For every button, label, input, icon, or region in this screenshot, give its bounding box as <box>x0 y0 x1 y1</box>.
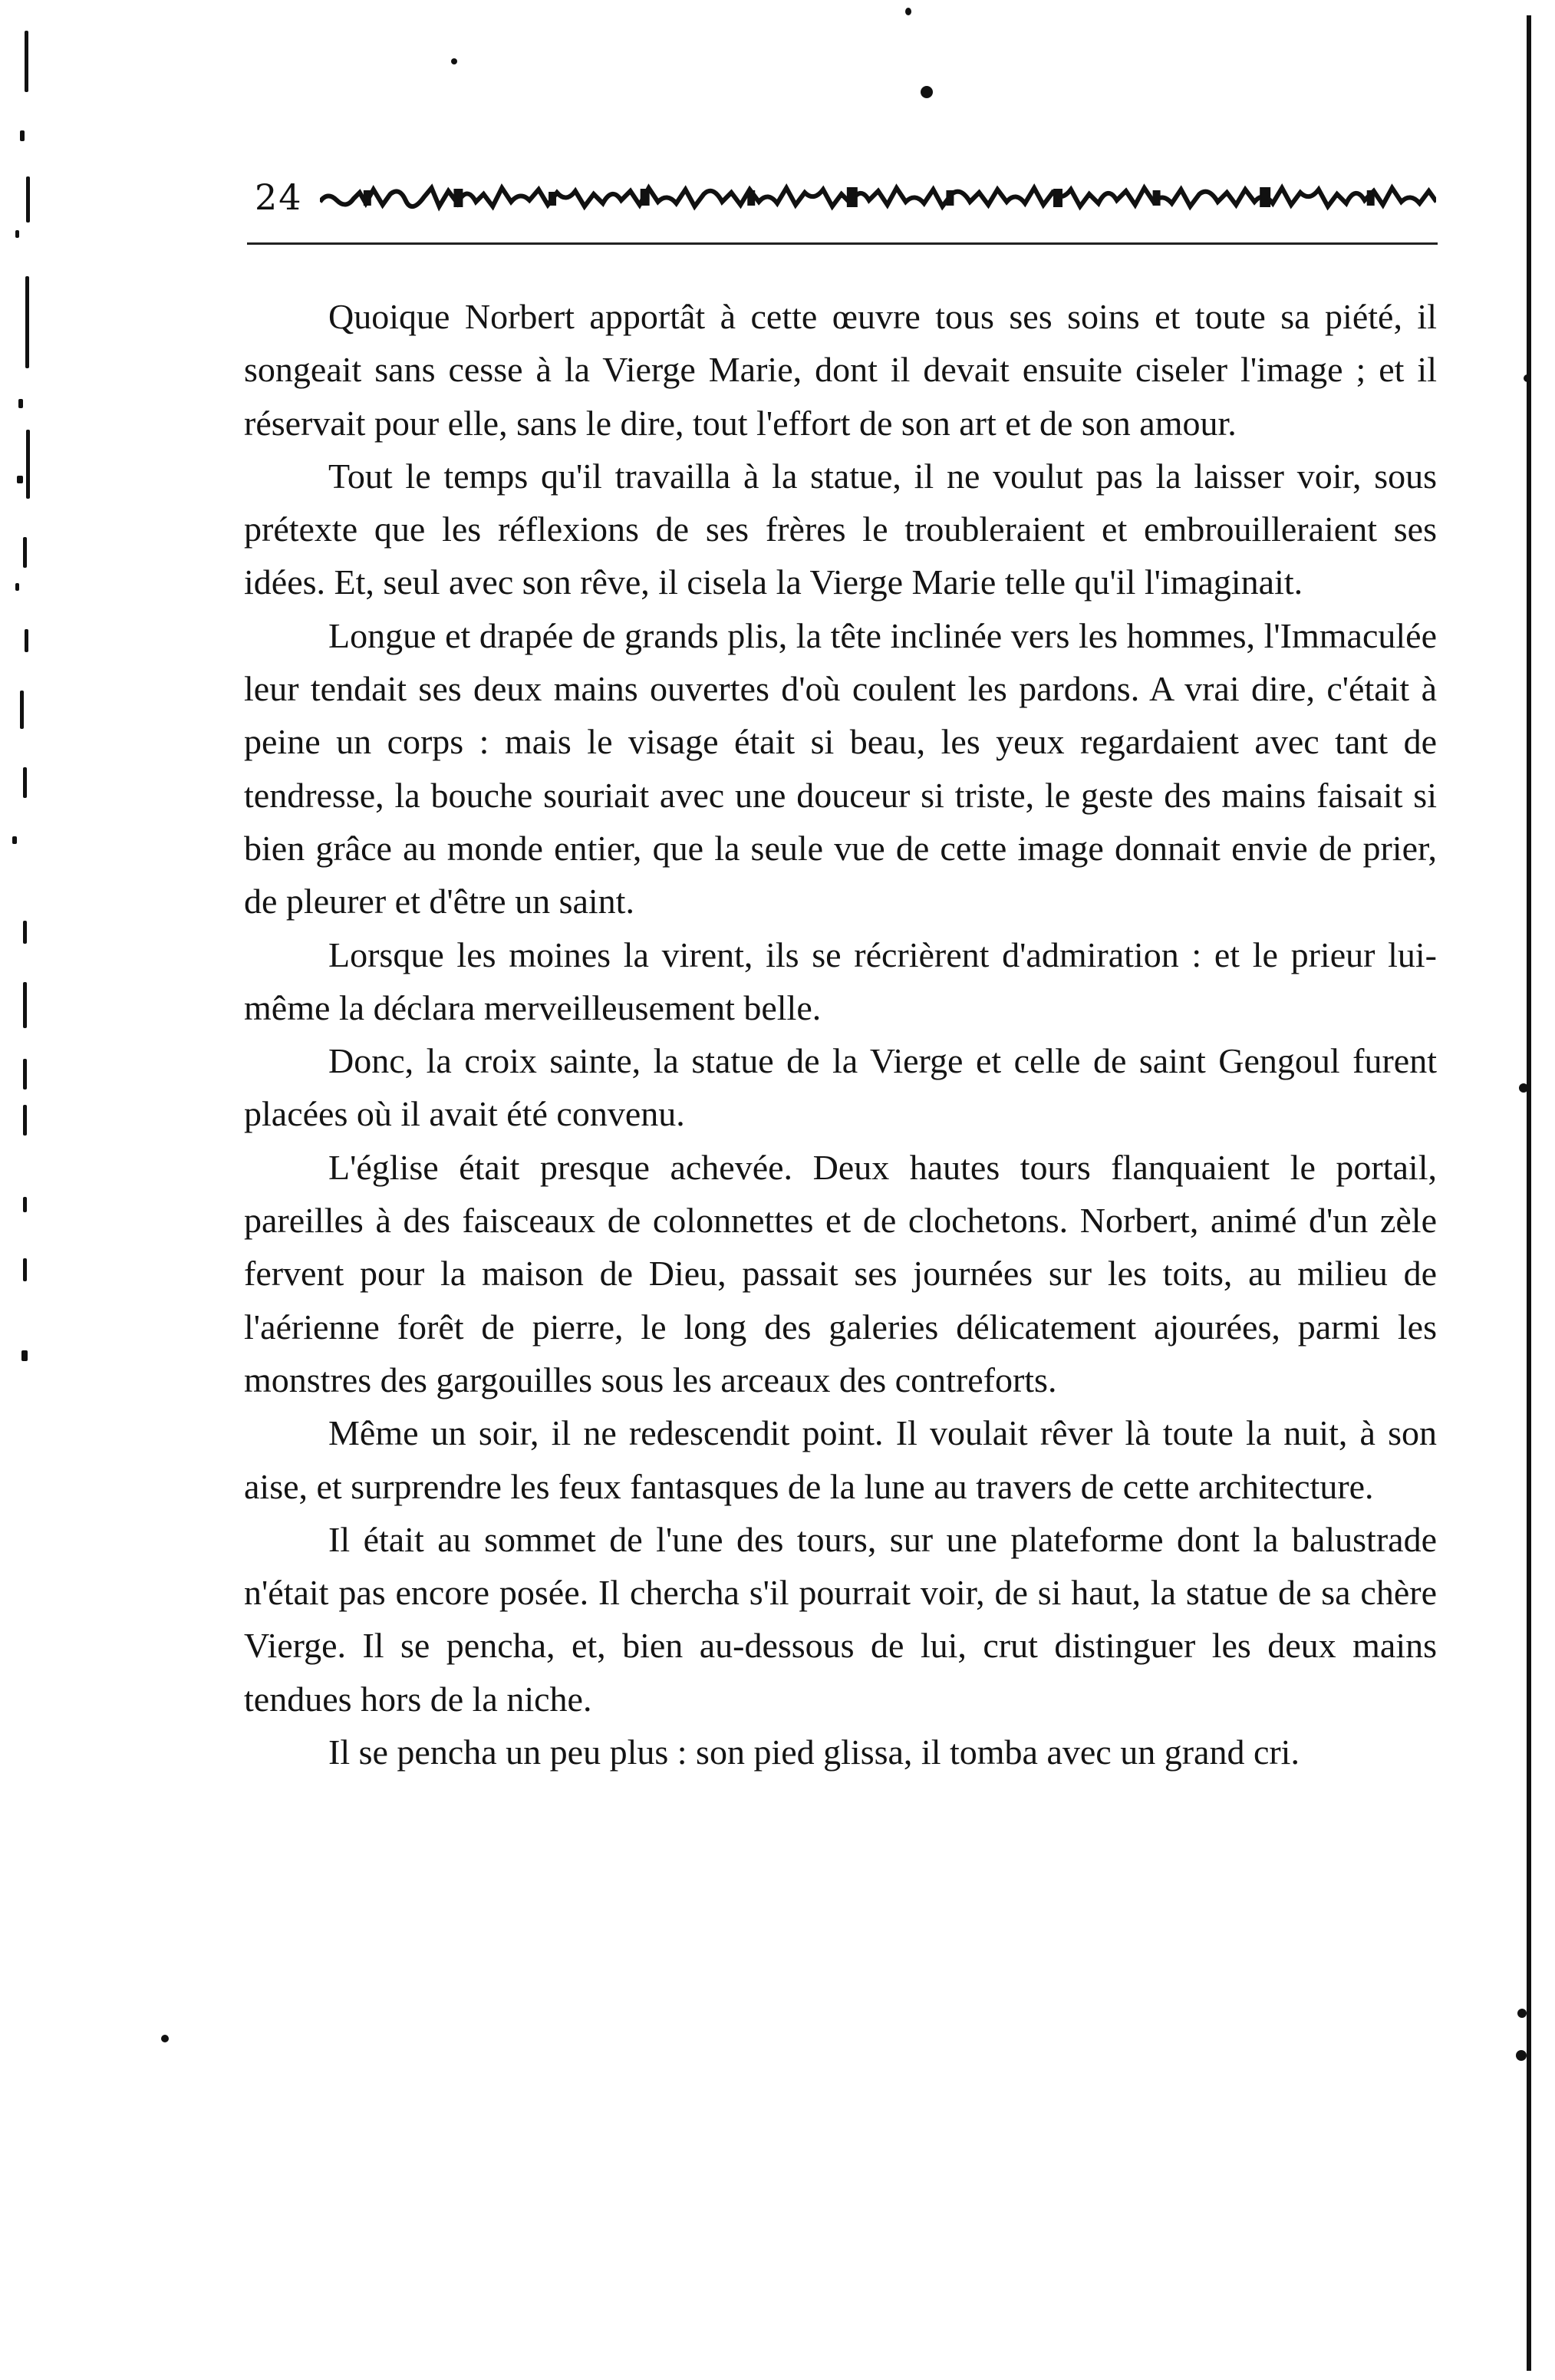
binding-edge-marks <box>0 0 31 1458</box>
paragraph: Même un soir, il ne redescendit point. Il voulait rêver là toute la nuit, à son aise, et surprendre les feux fantasques de la lune au travers de cette architecture. <box>244 1413 1437 1506</box>
right-page-edge <box>1527 15 1531 2371</box>
ink-speck <box>451 58 457 64</box>
ink-speck <box>1524 374 1531 382</box>
ink-speck <box>905 8 911 15</box>
decorative-header-ornament <box>320 180 1436 214</box>
ink-speck <box>1516 2050 1527 2061</box>
ink-speck <box>921 86 933 98</box>
paragraph: L'église était presque achevée. Deux hautes tours flanquaient le portail, pareilles à des faisceaux de colonnettes et de clochetons. Norbert, animé d'un zèle fervent pour la maison de Dieu, passait ses journées sur les toits, au milieu de l'aérienne forêt de pierre, le long des galeries délicatement ajourées, parmi les monstres des gargouilles sous les arceaux des contreforts. <box>244 1147 1437 1399</box>
ink-speck <box>161 2035 169 2042</box>
page-number: 24 <box>255 176 303 218</box>
paragraph: Il était au sommet de l'une des tours, sur une plateforme dont la balustrade n'était pas encore posée. Il chercha s'il pourrait voir, de si haut, la statue de sa chère Vierge. Il se pencha, et, bien au-dessous de lui, crut distinguer les deux mains tendues hors de la niche. <box>244 1519 1437 1719</box>
ink-speck <box>1519 1083 1528 1093</box>
running-header <box>255 170 1436 224</box>
header-rule <box>247 242 1438 245</box>
paragraph: Il se pencha un peu plus : son pied glissa, il tomba avec un grand cri. <box>328 1732 1300 1772</box>
paragraph: Longue et drapée de grands plis, la tête inclinée vers les hommes, l'Immaculée leur tendait ses deux mains ouvertes d'où coulent les pardons. A vrai dire, c'était à peine un corps : mais le visage était si beau, les yeux regardaient avec tant de tendresse, la bouche souriait avec une douceur si triste, le geste des mains faisait si bien grâce au monde entier, que la seule vue de cette image donnait envie de prier, de pleurer et d'être un saint. <box>244 615 1437 921</box>
paragraph: Quoique Norbert apportât à cette œuvre tous ses soins et toute sa piété, il songeait sans cesse à la Vierge Marie, dont il devait ensuite ciseler l'image ; et il réservait pour elle, sans le dire, tout l'effort de son art et de son amour. <box>244 297 1437 443</box>
ornament-band-graphic <box>320 180 1436 214</box>
main-text <box>244 290 1437 1778</box>
paragraph: Donc, la croix sainte, la statue de la Vierge et celle de saint Gengoul furent placées où il avait été convenu. <box>244 1041 1437 1134</box>
paragraph: Tout le temps qu'il travailla à la statue, il ne voulut pas la laisser voir, sous prétexte que les réflexions de ses frères le troubleraient et embrouilleraient ses idées. Et, seul avec son rêve, il cisela la Vierge Marie telle qu'il l'imaginait. <box>244 456 1437 602</box>
ink-speck <box>1517 2009 1527 2018</box>
paragraph: Lorsque les moines la virent, ils se récrièrent d'admiration : et le prieur lui-même la déclara merveilleusement belle. <box>244 935 1437 1027</box>
